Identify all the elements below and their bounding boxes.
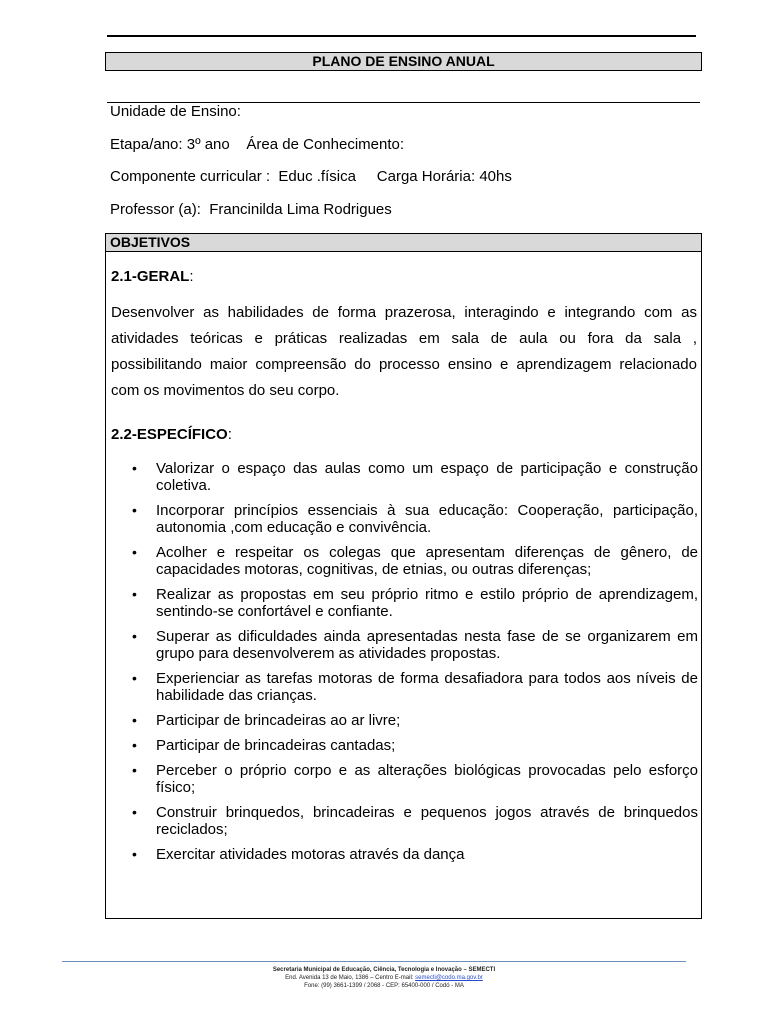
geral-paragraph: [111, 300, 697, 404]
bullet-icon: •: [132, 846, 137, 862]
bullet-icon: •: [132, 586, 137, 602]
list-item: [106, 502, 701, 536]
geral-line: possibilitando maior compreensão do processo ensino e aprendizagem relacionado: [111, 356, 697, 373]
footer-address: [0, 974, 768, 982]
especifico-list: [106, 460, 701, 871]
list-item: [106, 544, 701, 578]
list-item-text: Valorizar o espaço das aulas como um espaço de participação e construção coletiva.: [156, 460, 698, 494]
list-item-text: Experienciar as tarefas motoras de forma desafiadora para todos aos níveis de habilidade das crianças.: [156, 670, 698, 704]
bullet-icon: •: [132, 670, 137, 686]
unidade-de-ensino: Unidade de Ensino:: [110, 103, 241, 120]
geral-line: Desenvolver as habilidades de forma prazerosa, interagindo e integrando com as: [111, 304, 697, 321]
objetivos-heading: [106, 234, 701, 252]
bullet-icon: •: [132, 762, 137, 778]
list-item-text: Construir brinquedos, brincadeiras e pequenos jogos através de brinquedos reciclados;: [156, 804, 698, 838]
top-rule: [107, 35, 696, 37]
list-item-text: Incorporar princípios essenciais à sua educação: Cooperação, participação, autonomia ,com educação e convivência.: [156, 502, 698, 536]
especifico-title-colon: :: [227, 426, 232, 443]
list-item-text: Exercitar atividades motoras através da dança: [156, 846, 465, 863]
footer-rule: [62, 961, 686, 962]
list-item-text: Acolher e respeitar os colegas que apresentam diferenças de gênero, de capacidades motoras, cognitivas, de etnias, ou outras diferenças;: [156, 544, 698, 578]
footer-email-link[interactable]: semecti@codo.ma.gov.br: [415, 975, 483, 981]
footer-contact: Fone: (99) 3661-1399 / 2068 - CEP: 65400-000 / Codó - MA: [304, 983, 464, 989]
especifico-title-label: 2.2-ESPECÍFICO: [111, 426, 228, 443]
geral-line: atividades teóricas e práticas realizadas em sala de aula ou fora da sala ,: [111, 330, 697, 347]
bullet-icon: •: [132, 502, 137, 518]
geral-title: [111, 268, 194, 286]
componente-curricular: Componente curricular : Educ .física Carga Horária: 40hs: [110, 168, 512, 185]
page-title: PLANO DE ENSINO ANUAL: [105, 52, 702, 71]
list-item-text: Perceber o próprio corpo e as alterações biológicas provocadas pelo esforço físico;: [156, 762, 698, 796]
geral-title-colon: :: [189, 268, 194, 285]
list-item: [106, 586, 701, 620]
list-item-text: Realizar as propostas em seu próprio ritmo e estilo próprio de aprendizagem, sentindo-se confortável e confiante.: [156, 586, 698, 620]
list-item-text: Superar as dificuldades ainda apresentadas nesta fase de se organizarem em grupo para desenvolverem as atividades propostas.: [156, 628, 698, 662]
list-item: [106, 737, 701, 754]
bullet-icon: •: [132, 712, 137, 728]
list-item: [106, 670, 701, 704]
bullet-icon: •: [132, 737, 137, 753]
bullet-icon: •: [132, 544, 137, 560]
list-item: [106, 712, 701, 729]
list-item: [106, 460, 701, 494]
footer-address-text: End. Avenida 13 de Maio, 1386 – Centro E-mail:: [285, 975, 416, 981]
list-item-text: Participar de brincadeiras ao ar livre;: [156, 712, 401, 729]
list-item: [106, 762, 701, 796]
footer-institution: Secretaria Municipal de Educação, Ciência, Tecnologia e Inovação – SEMECTI: [272, 967, 496, 973]
especifico-title: [111, 426, 232, 444]
bullet-icon: •: [132, 460, 137, 476]
list-item: [106, 628, 701, 662]
list-item: [106, 846, 701, 863]
footer: [0, 966, 768, 990]
etapa-ano: Etapa/ano: 3º ano Área de Conhecimento:: [110, 136, 405, 153]
list-item-text: Participar de brincadeiras cantadas;: [156, 737, 396, 754]
bullet-icon: •: [132, 628, 137, 644]
objetivos-heading-label: OBJETIVOS: [110, 234, 191, 250]
geral-line: com os movimentos do seu corpo.: [111, 382, 340, 399]
list-item: [106, 804, 701, 838]
geral-title-label: 2.1-GERAL: [111, 268, 190, 285]
objetivos-section: [105, 233, 702, 919]
bullet-icon: •: [132, 804, 137, 820]
professor: Professor (a): Francinilda Lima Rodrigues: [110, 201, 392, 218]
